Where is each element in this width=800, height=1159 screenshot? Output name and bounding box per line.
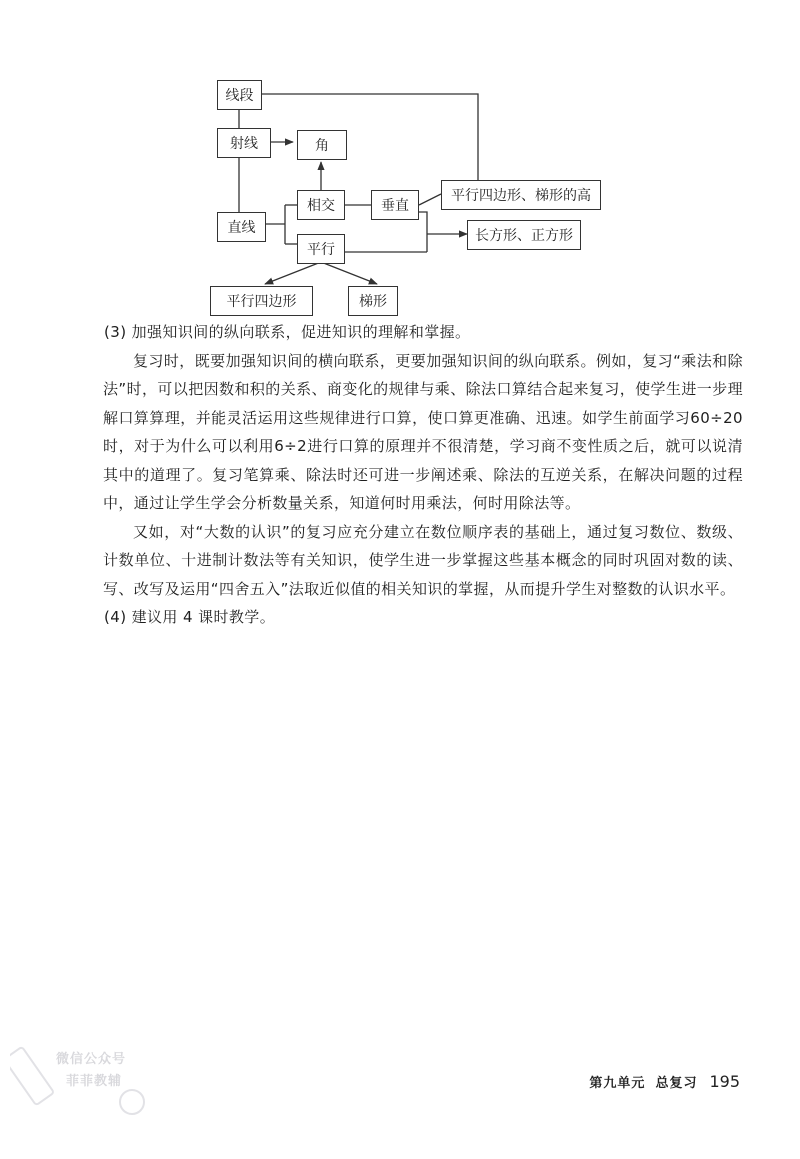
paragraph-2: 又如，对“大数的认识”的复习应充分建立在数位顺序表的基础上，通过复习数位、数级、计数单位、十进制计数法等有关知识，使学生进一步掌握这些基本概念的同时巩固对数的读、写、改写及运用“四舍五入”法取近似值的相关知识的掌握，从而提升学生对整数的认识水平。: [103, 522, 743, 598]
footer-section: 总复习: [655, 1076, 698, 1091]
segment-to-height-line: [255, 94, 478, 180]
paragraph-1: 复习时，既要加强知识间的横向联系，更要加强知识间的纵向联系。例如，复习“乘法和除法”时，可以把因数和积的关系、商变化的规律与乘、除法口算结合起来复习，使学生进一步理解口算算理，并能灵活运用这些规律进行口算，使口算更准确、迅速。如学生前面学习60÷20时，对于为什么可以利用6÷2进行口算的原理并不很清楚，学习商不变性质之后，就可以说清其中的道理了。复习笔算乘、除法时还可进一步阐述乘、除法的互逆关系，在解决问题的过程中，通过让学生学会分析数量关系，知道何时用乘法，何时用除法等。: [103, 351, 743, 512]
item-4: (4) 建议用 4 课时教学。: [104, 608, 276, 626]
node-parallel: 平行: [297, 234, 345, 264]
page-number: 195: [709, 1072, 740, 1091]
watermark-line-2: 菲菲教辅: [66, 1074, 123, 1089]
node-ray: 射线: [217, 128, 271, 158]
node-line: 直线: [217, 212, 266, 242]
item-3-heading: (3) 加强知识间的纵向联系，促进知识的理解和掌握。: [104, 323, 471, 341]
node-segment: 线段: [217, 80, 262, 110]
node-perpendicular: 垂直: [371, 190, 419, 220]
node-height: 平行四边形、梯形的高: [441, 180, 601, 210]
parallel-to-parallelogram-arrow: [265, 262, 321, 284]
perpendicular-to-height: [419, 194, 441, 205]
body-text: [103, 318, 743, 632]
watermark-line-1: 微信公众号: [56, 1052, 127, 1067]
page-footer: [560, 1072, 740, 1091]
parallel-to-trapezoid-arrow: [321, 262, 377, 284]
concept-diagram: [205, 72, 605, 322]
watermark: [10, 1040, 150, 1120]
node-rect-square: 长方形、正方形: [467, 220, 581, 250]
perpendicular-down: [419, 212, 427, 252]
node-trapezoid: 梯形: [348, 286, 398, 316]
node-parallelogram: 平行四边形: [210, 286, 313, 316]
node-intersect: 相交: [297, 190, 345, 220]
node-angle: 角: [297, 130, 347, 160]
footer-unit: 第九单元: [589, 1076, 646, 1091]
